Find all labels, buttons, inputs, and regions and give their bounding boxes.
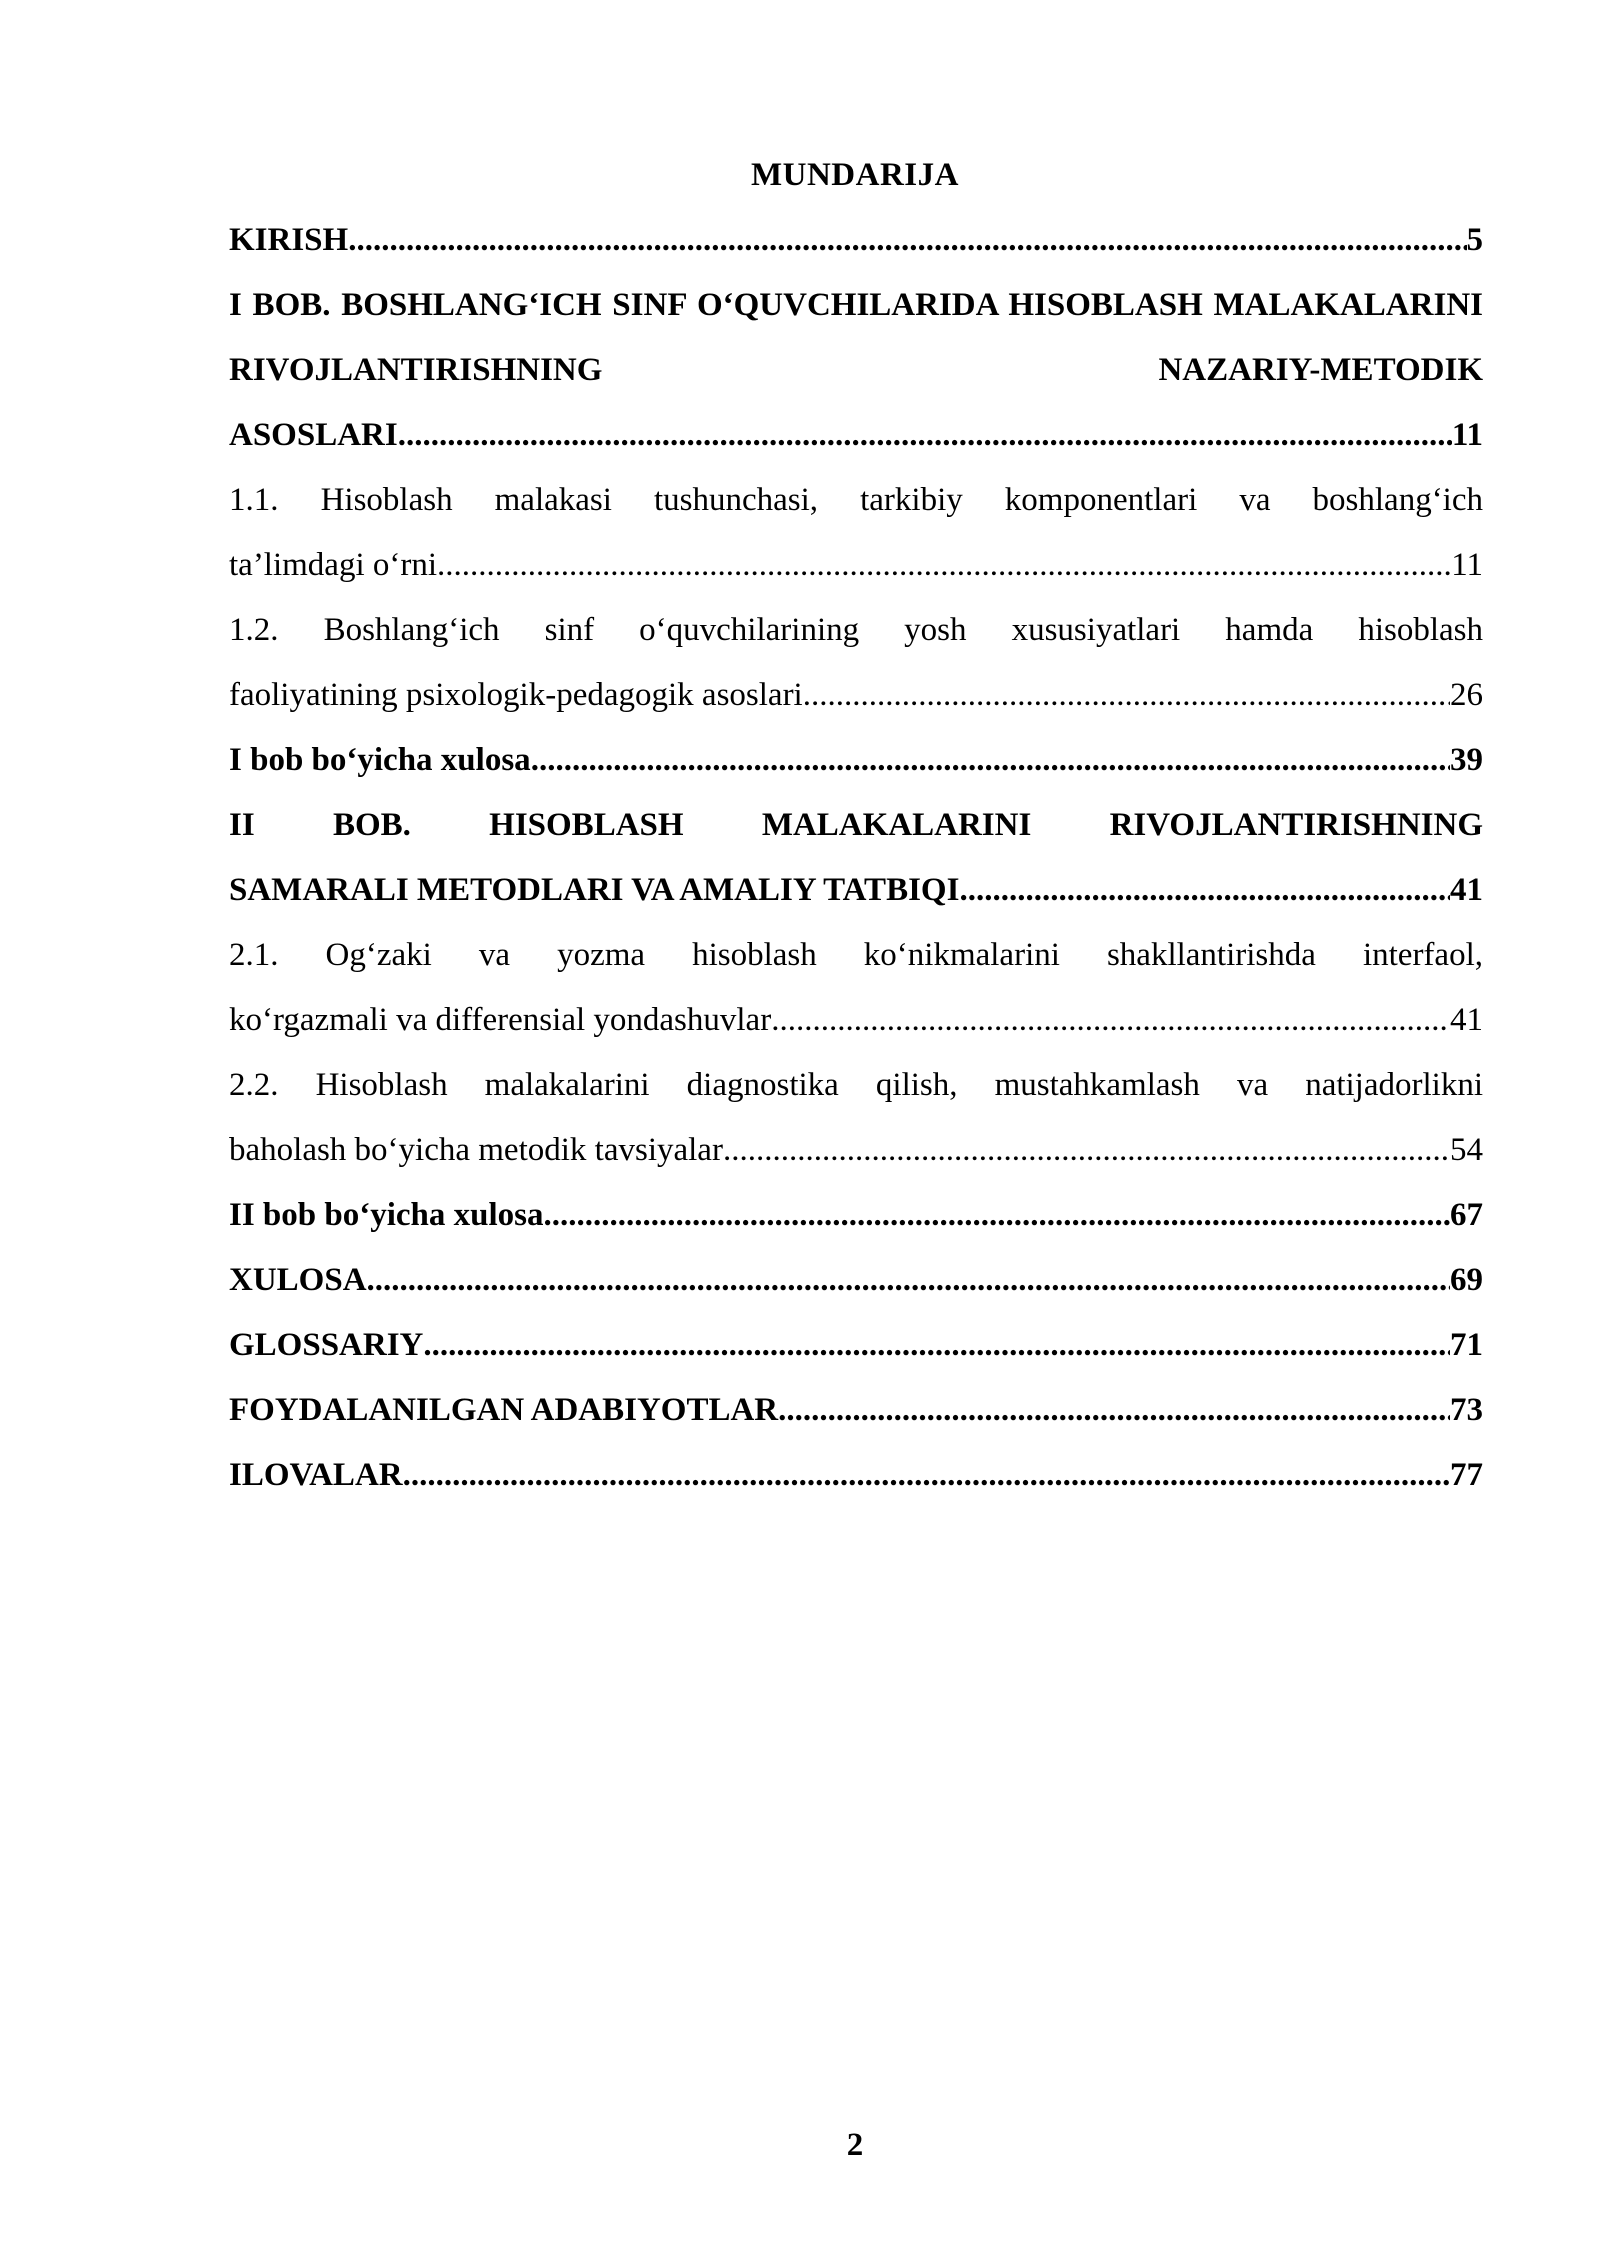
dot-leader	[437, 533, 1451, 598]
dot-leader	[531, 728, 1450, 793]
toc-entry-lead: 1.1. Hisoblash malakasi tushunchasi, tarkibiy komponentlari va boshlang‘ich	[229, 482, 1483, 518]
toc-entry-label: XULOSA	[229, 1262, 367, 1298]
toc-entry-label: II bob bo‘yicha xulosa	[229, 1197, 544, 1233]
toc-entry-label: KIRISH	[229, 222, 349, 258]
toc-entry-line	[229, 728, 1483, 793]
toc-entry-label: faoliyatining psixologik-pedagogik asoslari	[229, 677, 803, 713]
toc-entry[interactable]	[229, 1443, 1483, 1508]
toc-entry-page: 11	[1451, 547, 1483, 583]
toc-entry-line	[229, 403, 1483, 468]
toc-entry-line	[229, 1248, 1483, 1313]
dot-leader	[778, 1378, 1450, 1443]
toc-entry-line	[229, 1118, 1483, 1183]
toc-entry-line	[229, 1378, 1483, 1443]
toc-entry-lead: II BOB. HISOBLASH MALAKALARINI RIVOJLANTIRISHNING	[229, 807, 1483, 843]
toc-entry-page: 41	[1450, 1002, 1483, 1038]
toc-entry[interactable]	[229, 923, 1483, 1053]
toc-entry[interactable]	[229, 793, 1483, 923]
dot-leader	[398, 403, 1452, 468]
toc-entry-lead: 1.2. Boshlang‘ich sinf o‘quvchilarining yosh xususiyatlari hamda hisoblash	[229, 612, 1483, 648]
toc-entry-lead: 2.1. Og‘zaki va yozma hisoblash ko‘nikmalarini shakllantirishda interfaol,	[229, 937, 1483, 973]
toc-entry-line	[229, 988, 1483, 1053]
toc-entry[interactable]	[229, 1183, 1483, 1248]
dot-leader	[348, 208, 1466, 273]
dot-leader	[723, 1118, 1450, 1183]
toc-entry-line	[229, 1183, 1483, 1248]
toc-entry-page: 41	[1450, 872, 1483, 908]
dot-leader	[423, 1313, 1450, 1378]
dot-leader	[403, 1443, 1450, 1508]
toc-entry-line	[229, 663, 1483, 728]
toc-entry-page: 67	[1450, 1197, 1483, 1233]
toc-entry-lead: I BOB. BOSHLANG‘ICH SINF O‘QUVCHILARIDA HISOBLASH MALAKALARINI RIVOJLANTIRISHNING NAZARIY-METODIK	[229, 287, 1483, 388]
toc-entry[interactable]	[229, 273, 1483, 468]
toc-entry-page: 11	[1451, 417, 1483, 453]
toc-entry-page: 77	[1450, 1457, 1483, 1493]
toc-entry-page: 71	[1450, 1327, 1483, 1363]
toc-entry-label: ko‘rgazmali va differensial yondashuvlar	[229, 1002, 772, 1038]
dot-leader	[803, 663, 1450, 728]
toc-entry[interactable]	[229, 1053, 1483, 1183]
toc-entry-label: baholash bo‘yicha metodik tavsiyalar	[229, 1132, 723, 1168]
toc-entry-label: SAMARALI METODLARI VA AMALIY TATBIQI	[229, 872, 960, 908]
toc-entry-line	[229, 858, 1483, 923]
toc-entry[interactable]	[229, 468, 1483, 598]
toc-entry[interactable]	[229, 1313, 1483, 1378]
table-of-contents	[229, 208, 1483, 1508]
toc-entry-line	[229, 1313, 1483, 1378]
toc-entry-line	[229, 208, 1483, 273]
toc-entry-page: 26	[1450, 677, 1483, 713]
dot-leader	[959, 858, 1450, 923]
page-number: 2	[846, 2127, 864, 2163]
toc-entry-page: 69	[1450, 1262, 1483, 1298]
dot-leader	[367, 1248, 1450, 1313]
toc-entry-line	[229, 1443, 1483, 1508]
toc-entry[interactable]	[229, 1248, 1483, 1313]
toc-entry-label: ASOSLARI	[229, 417, 398, 453]
toc-entry-label: I bob bo‘yicha xulosa	[229, 742, 531, 778]
dot-leader	[544, 1183, 1450, 1248]
toc-title: MUNDARIJA	[751, 157, 959, 193]
toc-entry-page: 54	[1450, 1132, 1483, 1168]
toc-entry-label: ta’limdagi o‘rni	[229, 547, 438, 583]
toc-entry-label: FOYDALANILGAN ADABIYOTLAR	[229, 1392, 779, 1428]
toc-entry-label: ILOVALAR	[229, 1457, 403, 1493]
toc-entry-page: 73	[1450, 1392, 1483, 1428]
toc-entry[interactable]	[229, 598, 1483, 728]
toc-entry-page: 39	[1450, 742, 1483, 778]
dot-leader	[771, 988, 1450, 1053]
toc-entry[interactable]	[229, 1378, 1483, 1443]
toc-entry-label: GLOSSARIY	[229, 1327, 424, 1363]
toc-entry-page: 5	[1466, 222, 1483, 258]
toc-entry[interactable]	[229, 728, 1483, 793]
toc-entry-line	[229, 533, 1483, 598]
toc-entry-lead: 2.2. Hisoblash malakalarini diagnostika qilish, mustahkamlash va natijadorlikni	[229, 1067, 1483, 1103]
toc-entry[interactable]	[229, 208, 1483, 273]
